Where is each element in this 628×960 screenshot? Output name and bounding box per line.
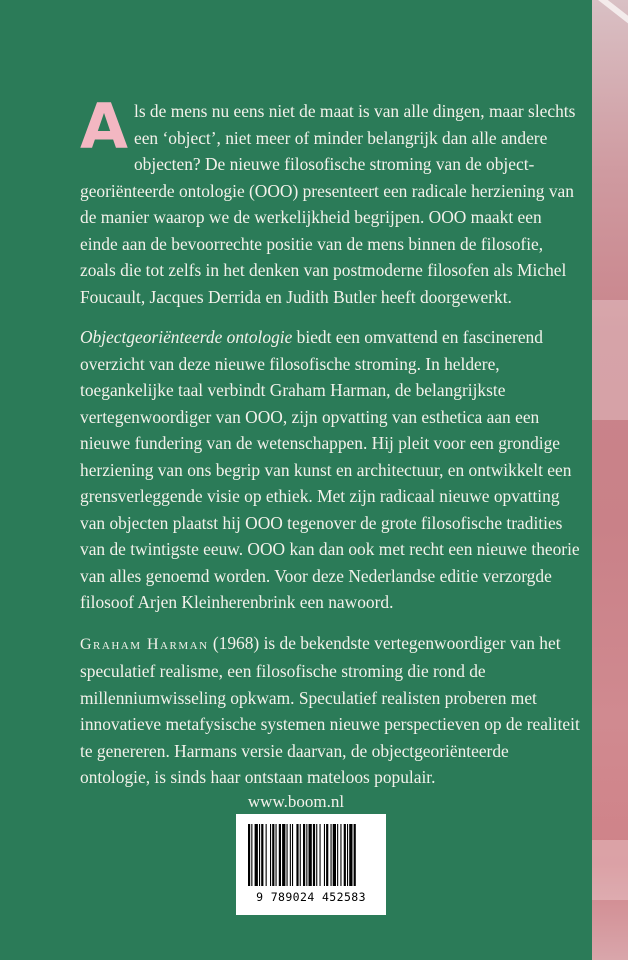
book-title: Objectgeoriënteerde ontologie	[80, 327, 293, 347]
author-bio-paragraph	[80, 630, 580, 791]
publisher-url: www.boom.nl	[247, 792, 345, 811]
light-streak	[592, 0, 628, 35]
intro-paragraph	[80, 90, 580, 310]
blurb	[80, 90, 580, 805]
intro-text: ls de mens nu eens niet de maat is van alle dingen, maar slechts een ‘object’, niet meer of minder belangrijk dan alle andere objecten? De nieuwe filosofische stroming van de objectgeoriënteerde ontologie (OOO) presenteert een radicale herziening van de manier waarop we de werkelijkheid begrijpen. OOO maakt een einde aan de bevoorrechte positie van de mens binnen de filosofie, zoals die tot zelfs in het denken van postmoderne filosofen als Michel Foucault, Jacques Derrida en Judith Butler heeft doorgewerkt.	[80, 101, 576, 307]
barcode-icon	[246, 824, 376, 886]
summary-paragraph	[80, 324, 580, 616]
cover-photo-edge	[592, 0, 628, 960]
light-glow	[592, 840, 628, 900]
summary-text: biedt een omvattend en fascinerend overzicht van deze nieuwe filosofische stroming. In heldere, toegankelijke taal verbindt Graham Harman, de belangrijkste vertegenwoordiger van OOO, zijn opvatting van esthetica aan een nieuwe fundering van de wetenschappen. Hij pleit voor een grondige herziening van ons begrip van kunst en architectuur, en ontwikkelt een grensverleggende visie op ethiek. Met zijn radicaal nieuwe opvatting van objecten plaatst hij OOO tegenover de grote filosofische tradities van de twintigste eeuw. OOO kan dan ook met recht een nieuwe theorie van alles genoemd worden. Voor deze Nederlandse editie verzorgde filosoof Arjen Kleinherenbrink een nawoord.	[80, 327, 580, 612]
light-glow	[592, 300, 628, 420]
isbn-barcode	[236, 814, 386, 915]
author-name: Graham Harman	[80, 635, 209, 653]
isbn-digits: 9 789024 452583	[256, 890, 366, 904]
author-bio-text: (1968) is de bekendste vertegenwoordiger van het speculatief realisme, een filosofische stroming die rond de millenniumwisseling opkwam. Speculatief realisten proberen met innovatieve metafysische systemen nieuwe perspectieven op de realiteit te genereren. Harmans versie daarvan, de objectgeoriënteerde ontologie, is sinds haar ontstaan mateloos populair.	[80, 632, 580, 787]
drop-cap: A	[80, 90, 128, 163]
